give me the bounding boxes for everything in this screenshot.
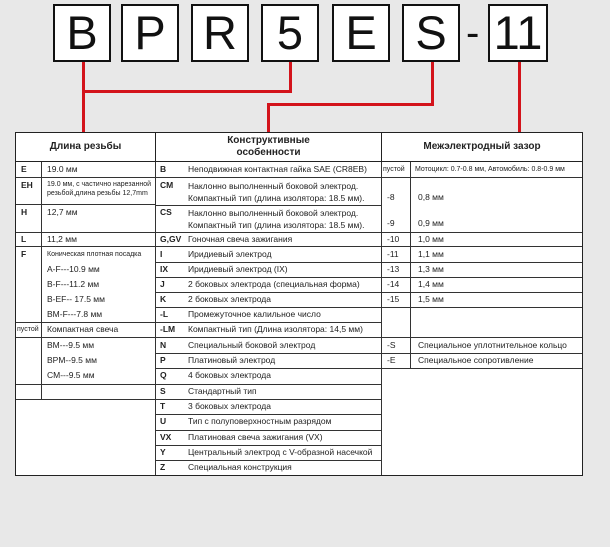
thread-value: 19.0 мм: [47, 164, 78, 174]
connector-design-riser: [431, 62, 434, 106]
design-value: 4 боковых электрода: [188, 370, 271, 380]
row-divider: [155, 337, 582, 338]
code-box-p: P: [121, 4, 179, 62]
thread-value: Компактная свеча: [47, 324, 119, 334]
code-box-s: S: [402, 4, 460, 62]
design-code: Z: [160, 462, 166, 472]
thread-code: F: [21, 249, 27, 259]
gap-code: -15: [387, 294, 400, 304]
code-box-e: E: [332, 4, 390, 62]
thread-code: L: [21, 234, 27, 244]
row-divider: [16, 232, 155, 233]
header-design-features: Конструктивные особенности: [155, 132, 382, 162]
gap-value: Мотоцикл: 0.7-0.8 мм, Автомобиль: 0.8-0.9 мм: [415, 166, 565, 173]
row-divider: [155, 414, 382, 415]
gap-code: -E: [387, 355, 396, 365]
design-value: Компактный тип (Длина изолятора: 14,5 мм): [188, 324, 363, 334]
thread-value: BM---9.5 мм: [47, 340, 95, 350]
design-value: 3 боковых электрода: [188, 401, 271, 411]
design-value: Центральный электрод с V-образной насечкой: [188, 447, 373, 457]
design-code: J: [160, 279, 165, 289]
row-divider: [16, 246, 155, 247]
design-code: I: [160, 249, 163, 259]
gap-value: 1,3 мм: [418, 264, 444, 274]
design-value: Неподвижная контактная гайка SAE (CR8EB): [188, 164, 367, 174]
design-code: K: [160, 294, 167, 304]
gap-code: пустой: [383, 166, 405, 173]
design-code: S: [160, 386, 166, 396]
col-divider: [155, 162, 156, 475]
row-divider: [155, 277, 582, 278]
row-divider: [155, 246, 582, 247]
thread-value: 12,7 мм: [47, 207, 78, 217]
connector-design-vertical: [267, 103, 270, 134]
row-divider: [16, 204, 155, 205]
design-code: -L: [160, 309, 169, 319]
design-value: Стандартный тип: [188, 386, 257, 396]
thread-value: 11,2 мм: [47, 234, 77, 244]
gap-value: 0,8 мм: [418, 192, 444, 202]
row-divider: [155, 292, 582, 293]
gap-code: -13: [387, 264, 400, 274]
design-code: B: [160, 164, 167, 174]
col-divider: [41, 162, 42, 399]
design-value: Иридиевый электрод (IX): [188, 264, 288, 274]
design-code: VX: [160, 432, 172, 442]
gap-code: -10: [387, 234, 400, 244]
row-divider: [16, 322, 155, 323]
design-code: -LM: [160, 324, 176, 334]
design-value: Наклонно выполненный боковой электрод. Компактный тип (длина изолятора: 18.5 мм).: [188, 181, 365, 203]
connector-thread-horizontal: [82, 90, 292, 93]
thread-value: BPM--9.5 мм: [47, 355, 97, 365]
design-value: 2 боковых электрода: [188, 294, 271, 304]
row-divider: [155, 399, 382, 400]
thread-value: Коническая плотная посадка: [47, 251, 142, 258]
connector-thread-riser: [289, 62, 292, 93]
spec-table: [15, 161, 583, 476]
design-code: G,GV: [160, 234, 182, 244]
row-divider: [155, 445, 382, 446]
row-divider: [155, 205, 382, 206]
thread-code: H: [21, 207, 28, 217]
gap-value: 1,0 мм: [418, 234, 444, 244]
design-code: Q: [160, 370, 167, 380]
row-divider: [155, 368, 582, 369]
gap-code: -14: [387, 279, 400, 289]
connector-gap-vertical: [518, 62, 521, 134]
design-code: Y: [160, 447, 166, 457]
gap-value: 0,9 мм: [418, 218, 444, 228]
code-box-5: 5: [261, 4, 319, 62]
row-divider: [155, 384, 382, 385]
thread-code: E: [21, 164, 27, 174]
design-value: Промежуточное калильное число: [188, 309, 321, 319]
row-divider: [155, 232, 582, 233]
code-box-11: 11: [488, 4, 548, 62]
design-value: Специальный боковой электрод: [188, 340, 316, 350]
row-divider: [155, 430, 382, 431]
row-divider: [155, 307, 582, 308]
thread-value: BM-F---7.8 мм: [47, 309, 103, 319]
thread-value: B-EF-- 17.5 мм: [47, 294, 105, 304]
design-value: Тип с полуповерхностным разрядом: [188, 416, 332, 426]
col-divider: [381, 162, 382, 475]
row-divider: [16, 337, 155, 338]
code-box-b: B: [53, 4, 111, 62]
gap-value: 1,4 мм: [418, 279, 444, 289]
gap-code: -S: [387, 340, 396, 350]
row-divider: [16, 177, 155, 178]
gap-value: 1,1 мм: [418, 249, 444, 259]
design-value: Платиновая свеча зажигания (VX): [188, 432, 323, 442]
header-thread-length: Длина резьбы: [15, 132, 156, 162]
design-value: Специальная конструкция: [188, 462, 292, 472]
gap-code: -8: [387, 192, 395, 202]
gap-code: -11: [387, 249, 399, 259]
row-divider: [155, 460, 382, 461]
design-code: P: [160, 355, 166, 365]
gap-value: Специальное сопротивление: [418, 355, 534, 365]
code-box-r: R: [191, 4, 249, 62]
row-divider: [155, 353, 582, 354]
design-value: Гоночная свеча зажигания: [188, 234, 293, 244]
design-value: Иридиевый электрод: [188, 249, 272, 259]
row-divider: [155, 322, 382, 323]
thread-value: 19.0 мм, с частично нарезанной резьбой,длина резьбы 12,7mm: [47, 181, 152, 197]
row-divider: [155, 177, 582, 178]
design-value: Платиновый электрод: [188, 355, 276, 365]
thread-value: B-F---11.2 мм: [47, 279, 100, 289]
gap-code: -9: [387, 218, 395, 228]
thread-code: EH: [21, 180, 33, 190]
design-code: CM: [160, 180, 174, 190]
design-code: U: [160, 416, 167, 426]
connector-thread-vertical: [82, 62, 85, 134]
design-value: Наклонно выполненный боковой электрод. Компактный тип (длина изолятора: 18.5 мм).: [188, 208, 365, 230]
gap-value: 1,5 мм: [418, 294, 444, 304]
gap-value: Специальное уплотнительное кольцо: [418, 340, 567, 350]
connector-design-horizontal: [267, 103, 434, 106]
design-code: N: [160, 340, 167, 350]
code-separator: -: [466, 11, 480, 55]
header-electrode-gap: Межэлектродный зазор: [381, 132, 583, 162]
row-divider: [16, 399, 155, 400]
row-divider: [155, 262, 582, 263]
design-value: 2 боковых электрода (специальная форма): [188, 279, 360, 289]
design-code: IX: [160, 264, 169, 274]
design-code: CS: [160, 207, 172, 217]
row-divider: [16, 384, 155, 385]
design-code: T: [160, 401, 166, 411]
thread-code: пустой: [17, 326, 39, 333]
thread-value: A-F---10.9 мм: [47, 264, 100, 274]
thread-value: CM---9.5 мм: [47, 370, 95, 380]
